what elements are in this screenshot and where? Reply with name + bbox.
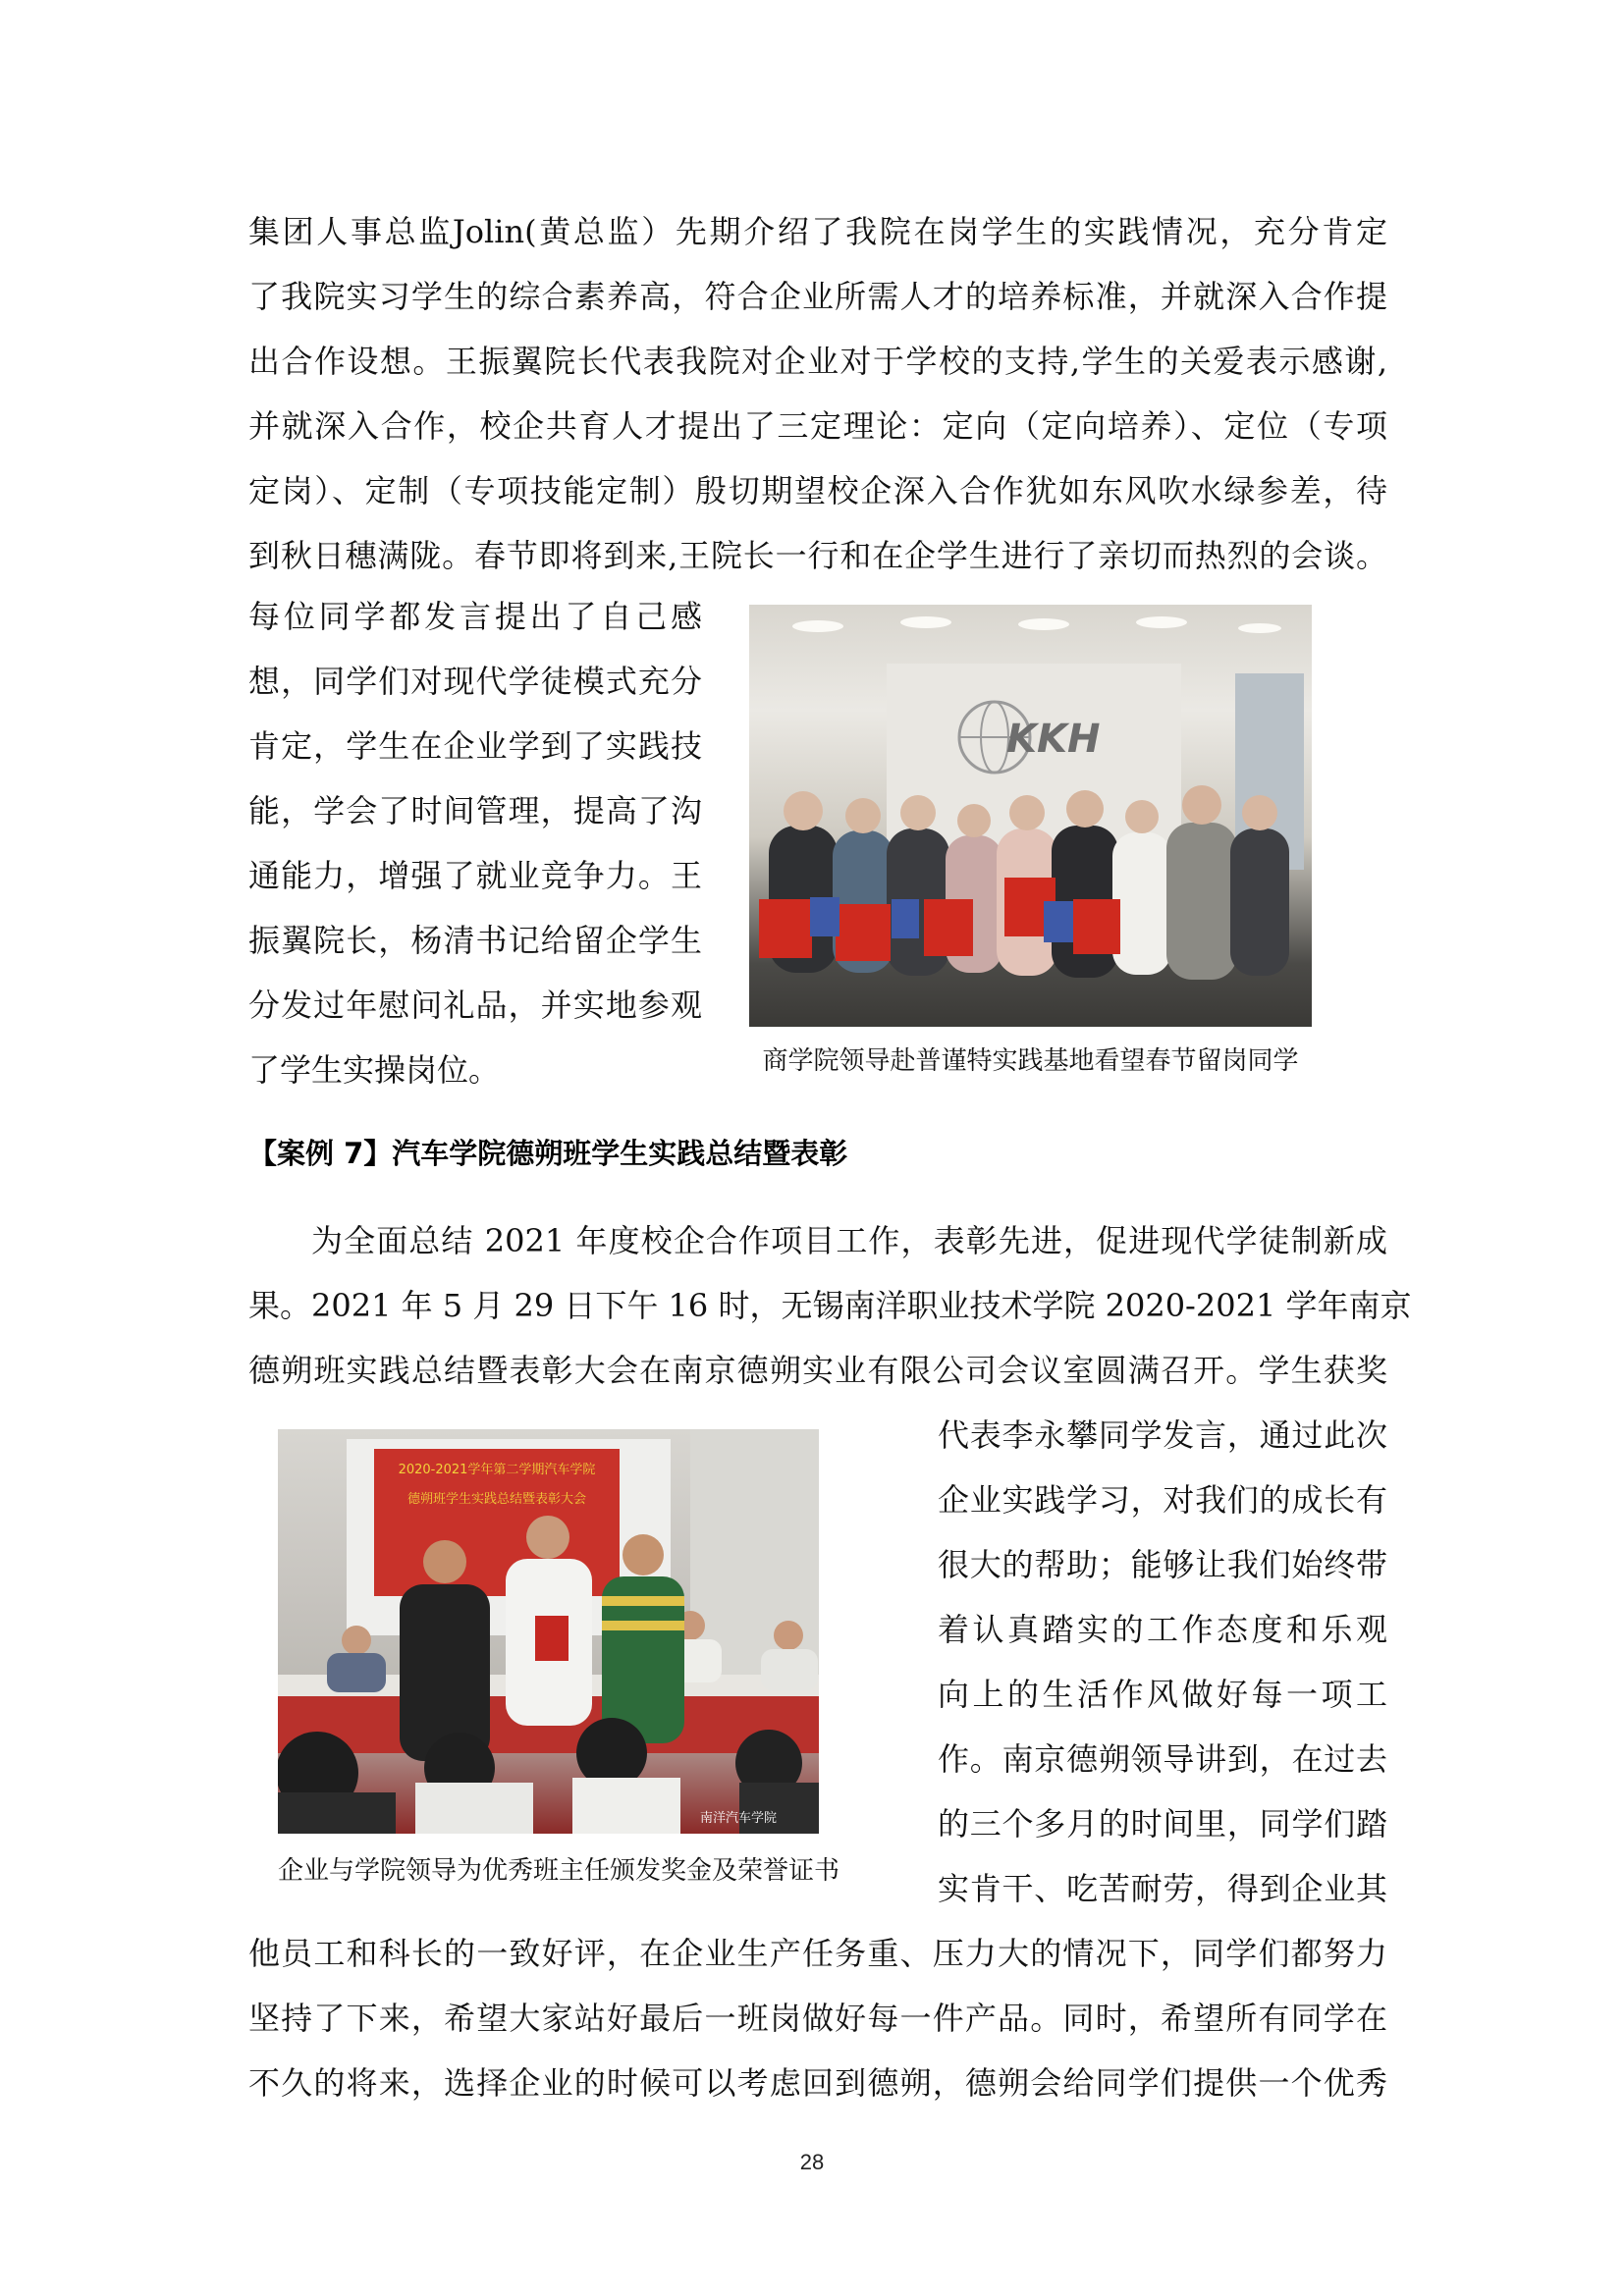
text-line: 代表李永攀同学发言，通过此次	[938, 1416, 1387, 1454]
text-line: 了我院实习学生的综合素养高，符合企业所需人才的培养标准，并就深入合作提	[248, 278, 1387, 315]
page-number: 28	[799, 2150, 825, 2174]
text-line: 他员工和科长的一致好评，在企业生产任务重、压力大的情况下，同学们都努力	[248, 1935, 1387, 1972]
text-line: 果。2021 年 5 月 29 日下午 16 时，无锡南洋职业技术学院 2020-2021 学年南京	[248, 1287, 1412, 1324]
text-line: 德朔班实践总结暨表彰大会在南京德朔实业有限公司会议室圆满召开。学生获奖	[248, 1352, 1387, 1389]
text-line: 着认真踏实的工作态度和乐观	[938, 1611, 1387, 1648]
text-line: 作。南京德朔领导讲到，在过去	[938, 1740, 1387, 1778]
text-line: 向上的生活作风做好每一项工	[938, 1676, 1387, 1713]
text-line: 为全面总结 2021 年度校企合作项目工作，表彰先进，促进现代学徒制新成	[311, 1222, 1387, 1259]
text-line: 通能力，增强了就业竞争力。王	[248, 857, 702, 894]
svg-text:德朔班学生实践总结暨表彰大会: 德朔班学生实践总结暨表彰大会	[406, 1492, 587, 1507]
text-line: 定岗）、定制（专项技能定制）殷切期望校企深入合作犹如东风吹水绿参差，待	[248, 472, 1387, 509]
text-line: 的三个多月的时间里，同学们踏	[938, 1805, 1387, 1842]
text-line: 坚持了下来，希望大家站好最后一班岗做好每一件产品。同时，希望所有同学在	[248, 2000, 1387, 2037]
photo-watermark: 南洋汽车学院	[700, 1811, 778, 1826]
text-line: 企业实践学习，对我们的成长有	[938, 1481, 1387, 1519]
text-line: 不久的将来，选择企业的时候可以考虑回到德朔，德朔会给同学们提供一个优秀	[248, 2064, 1387, 2102]
text-line: 能，学会了时间管理，提高了沟	[248, 792, 702, 829]
text-line: 每位同学都发言提出了自己感	[248, 598, 702, 635]
text-line: 并就深入合作，校企共育人才提出了三定理论：定向（定向培养）、定位（专项	[248, 407, 1387, 445]
group-photo	[749, 605, 1312, 1027]
svg-text:2020-2021学年第二学期汽车学院: 2020-2021学年第二学期汽车学院	[398, 1463, 596, 1477]
text-line: 了学生实操岗位。	[248, 1051, 501, 1089]
figure-1-caption: 商学院领导赴普谨特实践基地看望春节留岗同学	[762, 1046, 1299, 1076]
text-line: 很大的帮助；能够让我们始终带	[938, 1546, 1387, 1583]
text-line: 振翼院长，杨清书记给留企学生	[248, 922, 702, 959]
text-line: 肯定，学生在企业学到了实践技	[248, 727, 702, 765]
text-line: 出合作设想。王振翼院长代表我院对企业对于学校的支持,学生的关爱表示感谢,	[248, 343, 1387, 380]
text-line: 到秋日穗满陇。春节即将到来,王院长一行和在企学生进行了亲切而热烈的会谈。	[248, 537, 1387, 574]
text-line: 集团人事总监Jolin(黄总监）先期介绍了我院在岗学生的实践情况，充分肯定	[248, 213, 1387, 250]
text-line: 实肯干、吃苦耐劳，得到企业其	[938, 1870, 1387, 1907]
award-ceremony-photo	[278, 1429, 819, 1834]
text-line: 分发过年慰问礼品，并实地参观	[248, 987, 702, 1024]
section-heading: 【案例 7】汽车学院德朔班学生实践总结暨表彰	[248, 1137, 848, 1170]
kkh-logo-text: KKH	[1006, 717, 1101, 762]
figure-2-caption: 企业与学院领导为优秀班主任颁发奖金及荣誉证书	[278, 1856, 840, 1886]
text-line: 想，同学们对现代学徒模式充分	[248, 663, 702, 700]
